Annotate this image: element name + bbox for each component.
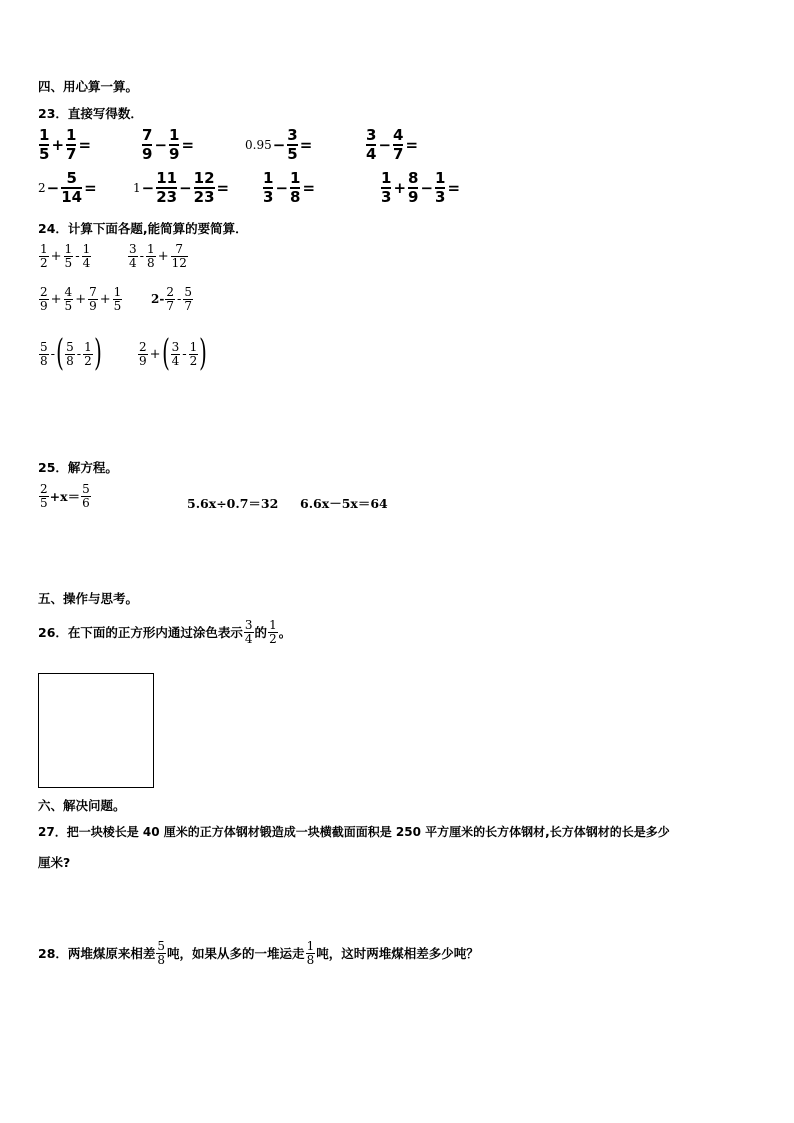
q24-expression-4: 2- $\frac{2}{7}$ - $\frac{5}{7}$	[151, 285, 193, 313]
q24-expression-6: $\frac{2}{9}$ + ( $\frac{3}{4}$ - $\frac{1}{2}$ )	[139, 333, 208, 374]
q23-expression-8: $\frac{1}{3}$ + $\frac{8}{9}$ − $\frac{1}{3}$ =	[381, 169, 461, 206]
question-28: 28．两堆煤原来相差 $\frac{5}{8}$ 吨，如果从多的一堆运走 $\frac{1}{8}$ 吨，这时两堆煤相差多少吨？	[38, 939, 479, 967]
q24-expression-1: $\frac{1}{2}$ + $\frac{1}{5}$ - $\frac{1}{4}$	[40, 242, 91, 270]
question-27-line-2: 厘米?	[38, 855, 71, 870]
section-4-heading: 四、用心算一算。	[38, 79, 139, 94]
q23-expression-1: $\frac{1}{5}$ + $\frac{1}{7}$ =	[39, 126, 92, 163]
q25-equation-2: 5.6x÷0.7＝32	[187, 496, 279, 511]
q25-equation-1: $\frac{2}{5}$ +x＝ $\frac{5}{6}$	[40, 482, 90, 510]
question-26: 26．在下面的正方形内通过涂色表示 $\frac{3}{4}$ 的 $\frac{1}{2}$ 。	[38, 618, 292, 646]
q23-expression-3: 0.95 − $\frac{3}{5}$ =	[245, 126, 313, 163]
drawing-square	[38, 673, 154, 788]
q23-expression-5: 2 − $\frac{5}{14}$ =	[38, 169, 97, 206]
q25-equation-3: 6.6x－5x＝64	[300, 496, 388, 511]
question-24-title: 24．计算下面各题,能简算的要简算．	[38, 221, 248, 236]
section-6-heading: 六、解决问题。	[38, 798, 126, 813]
section-5-heading: 五、操作与思考。	[38, 591, 139, 606]
q23-expression-6: 1 − $\frac{11}{23}$ − $\frac{12}{23}$ =	[133, 169, 230, 206]
q23-expression-7: $\frac{1}{3}$ − $\frac{1}{8}$ =	[263, 169, 316, 206]
question-25-title: 25．解方程。	[38, 460, 118, 475]
q24-expression-3: $\frac{2}{9}$ + $\frac{4}{5}$ + $\frac{7}{9}$ + $\frac{1}{5}$	[40, 285, 122, 313]
q24-expression-5: $\frac{5}{8}$ - ( $\frac{5}{8}$ - $\frac{1}{2}$ )	[40, 333, 102, 374]
q24-expression-2: $\frac{3}{4}$ - $\frac{1}{8}$ + $\frac{7}{12}$	[129, 242, 187, 270]
question-23-title: 23．直接写得数．	[38, 106, 143, 121]
q23-expression-4: $\frac{3}{4}$ − $\frac{4}{7}$ =	[366, 126, 419, 163]
question-27-line-1: 27．把一块棱长是 40 厘米的正方体钢材锻造成一块横截面面积是 250 平方厘米的长方体钢材,长方体钢材的长是多少	[38, 825, 670, 839]
q23-expression-2: $\frac{7}{9}$ − $\frac{1}{9}$ =	[142, 126, 195, 163]
